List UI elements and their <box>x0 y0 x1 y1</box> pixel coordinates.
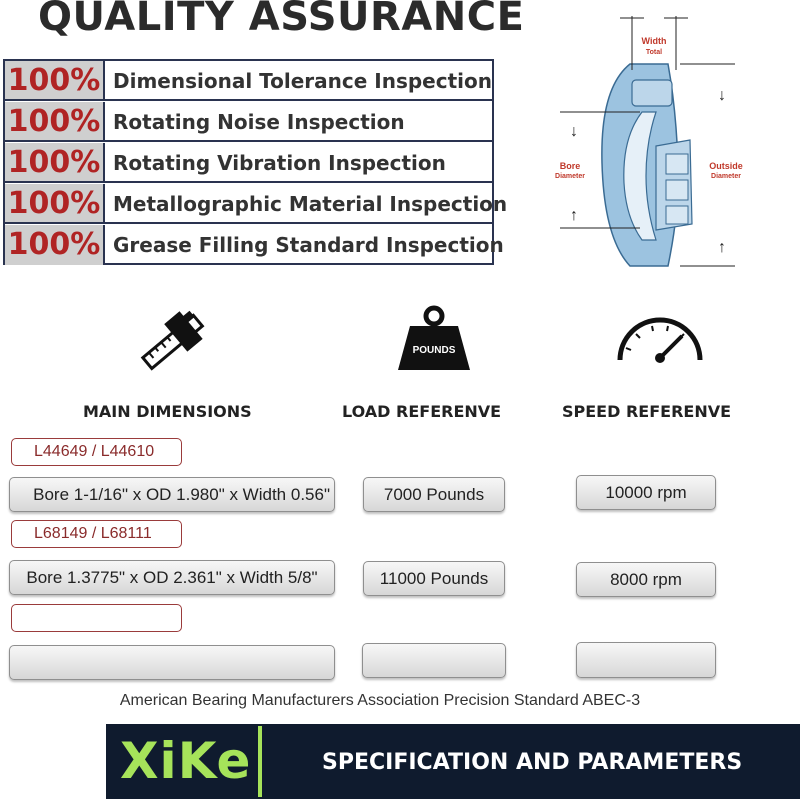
page-title: QUALITY ASSURANCE <box>38 0 525 40</box>
quality-percent: 100% <box>5 184 105 222</box>
roller <box>666 206 688 224</box>
load-reference-heading: LOAD REFERENVE <box>342 402 502 421</box>
speed-reference-heading: SPEED REFERENVE <box>562 402 732 421</box>
arrow-down-icon: ↓ <box>570 123 578 140</box>
outside-sublabel: Diameter <box>711 173 741 180</box>
outside-label: Outside <box>709 161 743 171</box>
speedometer-icon <box>612 314 708 366</box>
quality-percent: 100% <box>5 225 105 265</box>
width-sublabel: Total <box>645 49 663 56</box>
arrow-up-icon: ↑ <box>570 207 578 224</box>
width-label: Width <box>641 36 667 46</box>
quality-row <box>5 102 492 142</box>
model-tag: L44649 / L44610 <box>11 438 182 466</box>
quality-row <box>5 143 492 183</box>
speed-value: 8000 rpm <box>576 562 716 597</box>
model-tag: L68149 / L68111 <box>11 520 182 548</box>
speed-value: 10000 rpm <box>576 475 716 510</box>
bore-sublabel: Diameter <box>555 173 585 180</box>
quality-label: Grease Filling Standard Inspection <box>113 233 504 257</box>
bearing-diagram <box>555 8 800 280</box>
caliper-icon <box>134 304 214 380</box>
quality-row <box>5 225 504 265</box>
dimensions-value: Bore 1.3775" x OD 2.361" x Width 5/8" <box>9 560 335 595</box>
standard-note: American Bearing Manufacturers Association Precision Standard ABEC-3 <box>119 692 641 709</box>
weight-label: POUNDS <box>412 345 456 356</box>
load-value <box>362 643 506 678</box>
weight-icon <box>394 304 474 372</box>
banner-title: SPECIFICATION AND PARAMETERS <box>322 750 743 775</box>
bore-label: Bore <box>559 161 581 171</box>
quality-row <box>5 184 508 224</box>
quality-label: Rotating Noise Inspection <box>113 110 405 134</box>
load-value: 11000 Pounds <box>363 561 505 596</box>
quality-percent: 100% <box>5 102 105 140</box>
dimensions-value <box>9 645 335 680</box>
quality-percent: 100% <box>5 143 105 181</box>
load-value: 7000 Pounds <box>363 477 505 512</box>
banner-divider <box>258 726 262 797</box>
brand-logo: XiKe <box>120 732 252 790</box>
arrow-down-icon: ↓ <box>718 87 726 104</box>
quality-percent: 100% <box>5 61 105 99</box>
quality-label: Dimensional Tolerance Inspection <box>113 69 492 93</box>
quality-row <box>5 61 492 101</box>
quality-table <box>3 59 508 265</box>
footer-banner <box>106 724 800 799</box>
quality-label: Metallographic Material Inspection <box>113 192 508 216</box>
roller <box>666 180 688 200</box>
main-dimensions-heading: MAIN DIMENSIONS <box>83 402 252 421</box>
roller <box>666 154 688 174</box>
dimensions-value: Bore 1-1/16" x OD 1.980" x Width 0.56" <box>9 477 335 512</box>
arrow-up-icon: ↑ <box>718 239 726 256</box>
speed-value <box>576 642 716 678</box>
quality-label: Rotating Vibration Inspection <box>113 151 446 175</box>
roller <box>632 80 672 106</box>
model-tag <box>11 604 182 632</box>
